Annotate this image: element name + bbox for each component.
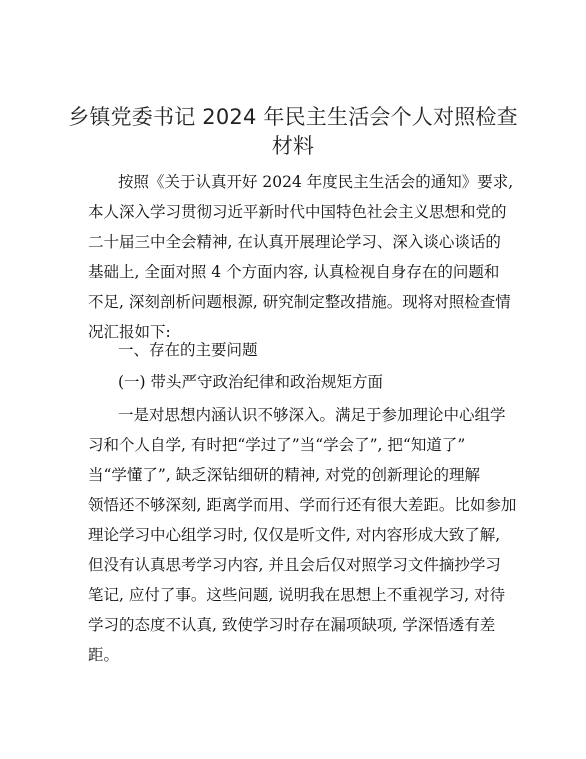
intro-line: 按照《关于认真开好 2024 年度民主生活会的通知》要求, [118,173,514,191]
body-line: 笔记, 应付了事。这些问题, 说明我在思想上不重视学习, 对待 [88,586,506,604]
body-line: 但没有认真思考学习内容, 并且会后仅对照学习文件摘抄学习 [88,556,501,574]
intro-paragraph [88,167,514,347]
body-line: 习和个人自学, 有时把“学过了”当“学会了”, 把“知道了” [88,436,466,454]
document-title-line1: 乡镇党委书记 2024 年民主生活会个人对照检查 [68,105,518,129]
body-line: 理论学习中心组学习时, 仅仅是听文件, 对内容形成大致了解, [88,526,501,544]
body-line: 一是对思想内涵认识不够深入。满足于参加理论中心组学 [118,406,506,424]
intro-line: 基础上, 全面对照 4 个方面内容, 认真检视自身存在的问题和 [88,263,500,281]
body-paragraph [88,400,517,670]
intro-line: 不足, 深刻剖析问题根源, 研究制定整改措施。现将对照检查情 [88,293,511,311]
body-line: 距。 [88,646,120,664]
subsection-heading: (一) 带头严守政治纪律和政治规矩方面 [118,373,384,391]
body-line: 当“学懂了”, 缺乏深钻细研的精神, 对党的创新理论的理解 [88,466,481,484]
intro-line: 本人深入学习贯彻习近平新时代中国特色社会主义思想和党的 [88,203,507,221]
body-line: 领悟还不够深刻, 距离学而用、学而行还有很大差距。比如参加 [88,496,517,514]
intro-line: 二十届三中全会精神, 在认真开展理论学习、深入谈心谈话的 [88,233,501,251]
body-line: 学习的态度不认真, 致使学习时存在漏项缺项, 学深悟透有差 [88,616,496,634]
section-heading: 一、存在的主要问题 [118,341,258,359]
document-title-line2: 材料 [271,134,315,158]
intro-line: 况汇报如下: [88,323,171,341]
